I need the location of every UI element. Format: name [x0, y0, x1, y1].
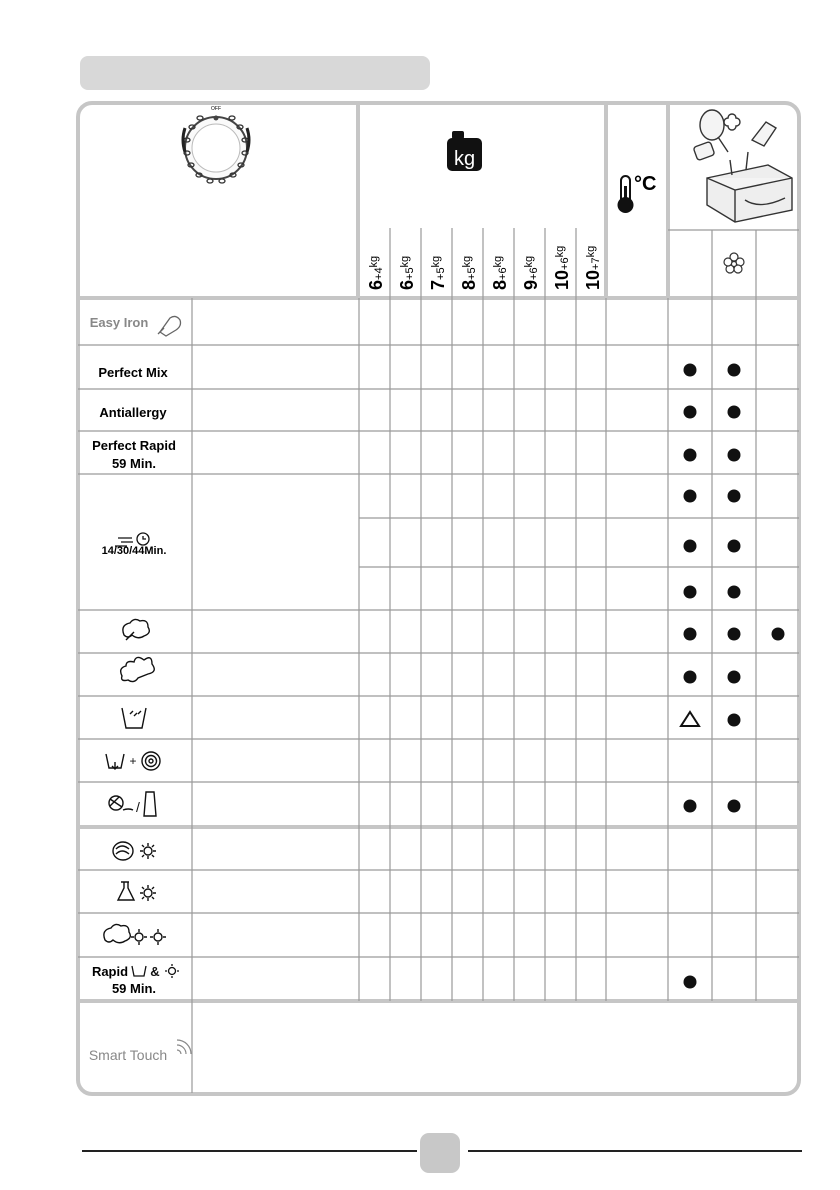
load-header-1: $6+5^{kg}$: [397, 255, 417, 290]
mark-dot-1-0: [684, 364, 697, 377]
mark-dot-5-1: [728, 628, 741, 641]
smart-touch-label: Smart Touch: [88, 1047, 168, 1063]
table-bold-lines: [78, 105, 799, 1001]
load-header-7: $10+7^{kg}$: [583, 245, 603, 290]
mark-dot-5-2: [772, 628, 785, 641]
mark-dot-4-0: [684, 540, 697, 553]
wash-dry-icons: [132, 964, 179, 979]
table-thin-lines: [78, 228, 799, 1093]
mark-dot-3-0: [684, 449, 697, 462]
program-label-rapid-times: 14/30/44Min.: [101, 545, 167, 557]
thermometer-icon: [618, 173, 657, 213]
mark-dot-4-1: [728, 586, 741, 599]
mark-dot-4-1: [728, 540, 741, 553]
cotton-icon: [123, 619, 149, 640]
wool-dry-icon: [113, 842, 156, 860]
program-label-perfect-rapid-line1: Perfect Rapid: [92, 438, 176, 453]
footer-rule-left: [82, 1150, 417, 1152]
footer-rule-right: [468, 1150, 802, 1152]
program-label-perfect-rapid-line2: 59 Min.: [111, 456, 157, 471]
synthetic-dry-icon: [118, 882, 156, 901]
mark-dot-4-0: [684, 586, 697, 599]
mark-dot-2-1: [728, 406, 741, 419]
load-header-5: $9+6^{kg}$: [521, 255, 541, 290]
weight-label: kg: [453, 148, 476, 170]
load-header-6: $10+6^{kg}$: [552, 245, 572, 290]
temperature-label: °C: [634, 173, 657, 195]
rinse-icon: [122, 708, 146, 728]
delicates-icon: [121, 657, 155, 681]
nfc-signal-icon: [177, 1040, 191, 1054]
program-label-easy-iron: Easy Iron: [89, 315, 149, 330]
detergent-drawer-icon: [693, 110, 792, 222]
program-dial-icon: [183, 106, 249, 183]
load-header-0: $6+4^{kg}$: [366, 255, 386, 290]
detergent-marks: [681, 364, 785, 989]
wool-handwash-icon: [109, 792, 156, 816]
mark-dot-6-1: [728, 671, 741, 684]
load-header-4: $8+6^{kg}$: [490, 255, 510, 290]
load-header-3: $8+5^{kg}$: [459, 255, 479, 290]
svg-text:+: +: [129, 754, 137, 768]
program-labels: [89, 315, 191, 1063]
page-number-tab: [420, 1133, 460, 1173]
softener-flower-icon: [724, 253, 744, 273]
mark-dot-2-0: [684, 406, 697, 419]
mark-dot-4-1: [728, 490, 741, 503]
svg-text:OFF: OFF: [211, 106, 221, 112]
mark-dot-4-0: [684, 490, 697, 503]
mark-dot-9-1: [728, 800, 741, 813]
program-label-antiallergy: Antiallergy: [99, 405, 167, 420]
program-label-rapid-dry-line1: Rapid: [91, 964, 129, 979]
mark-dot-1-1: [728, 364, 741, 377]
mark-dot-7-1: [728, 714, 741, 727]
load-column-headers: [366, 246, 603, 290]
load-header-2: $7+5^{kg}$: [428, 255, 448, 290]
easy-iron-icon: [158, 316, 181, 336]
mark-dot-5-0: [684, 628, 697, 641]
weight-icon: [447, 131, 482, 171]
mark-dot-6-0: [684, 671, 697, 684]
program-label-perfect-mix: Perfect Mix: [98, 365, 168, 380]
svg-text:&: &: [150, 964, 160, 979]
svg-text:/: /: [136, 799, 140, 815]
cotton-dry-icon: [104, 924, 166, 945]
drain-spin-icon: [106, 752, 160, 770]
mark-dot-3-1: [728, 449, 741, 462]
program-label-rapid-dry-line2: 59 Min.: [111, 981, 157, 996]
mark-dot-9-0: [684, 800, 697, 813]
mark-triangle-7-0: [681, 712, 699, 726]
mark-dot-13-0: [684, 976, 697, 989]
